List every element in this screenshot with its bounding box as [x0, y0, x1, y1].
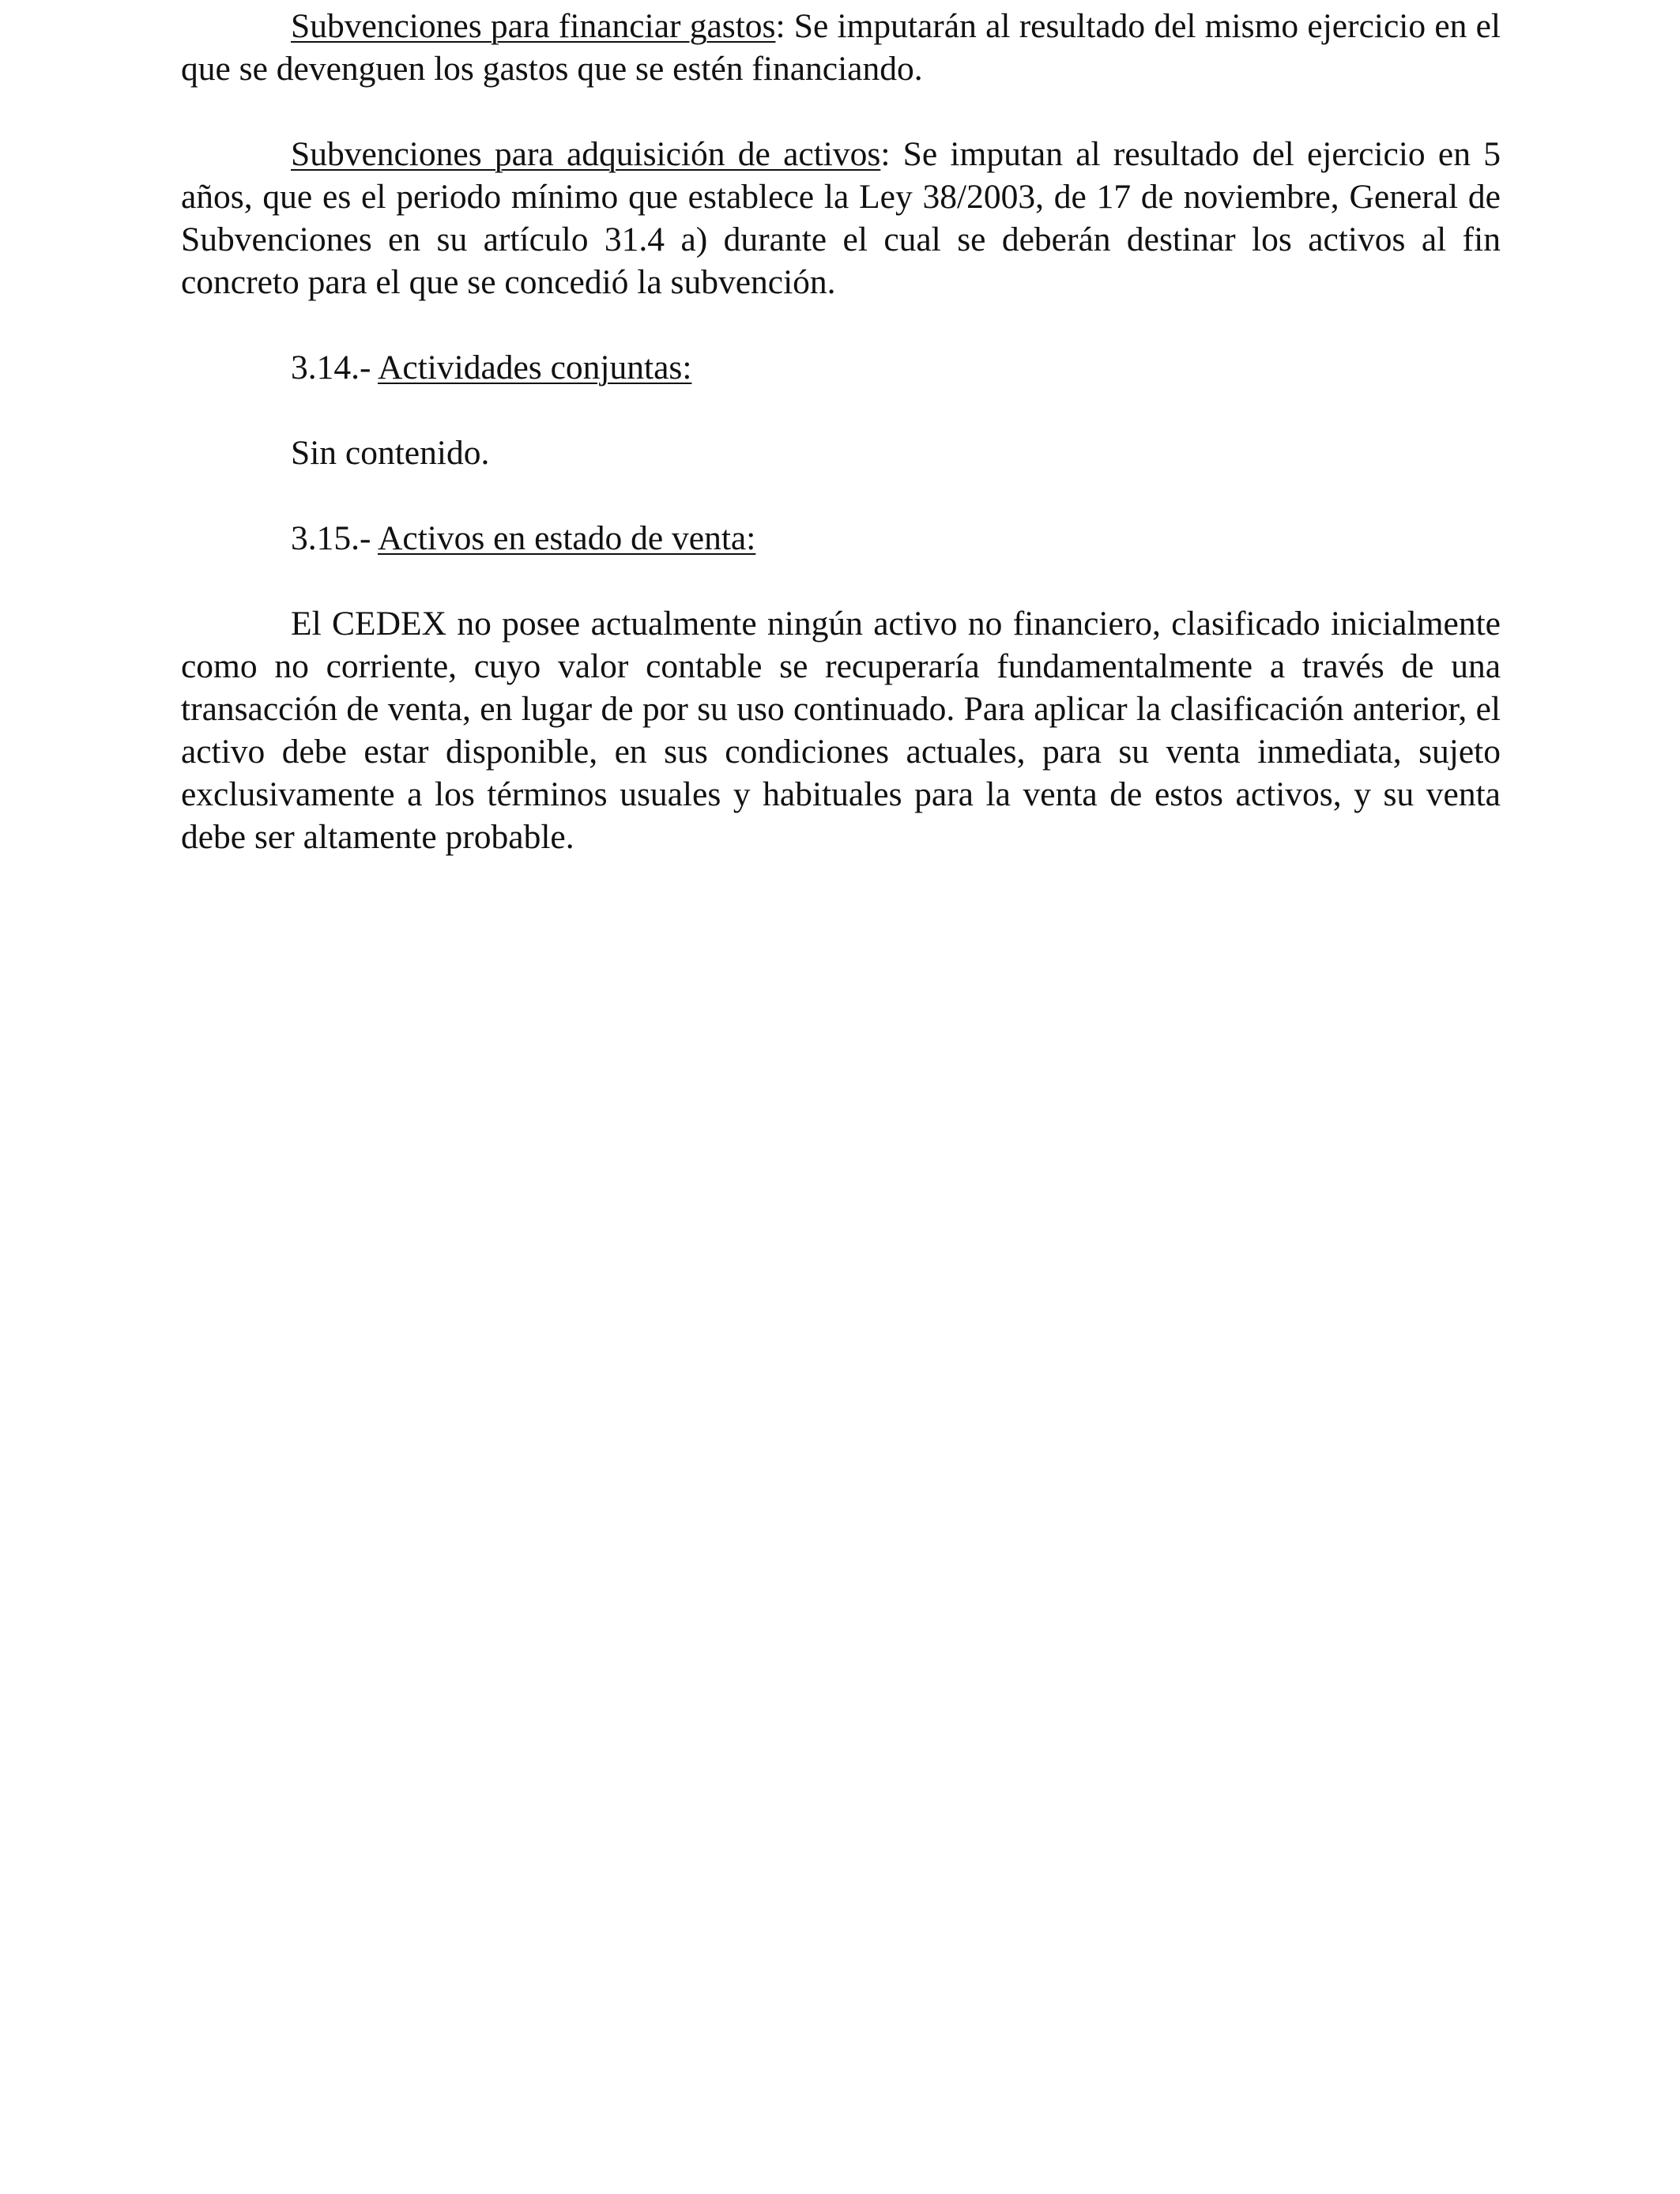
heading-subvenciones-gastos: Subvenciones para financiar gastos [291, 7, 776, 45]
section-title-3-14: Actividades conjuntas: [377, 349, 692, 386]
paragraph-subvenciones-activos [181, 133, 1501, 303]
paragraph-sin-contenido: Sin contenido. [291, 434, 490, 472]
section-heading-3-15 [181, 517, 1501, 560]
paragraph-cedex: El CEDEX no posee actualmente ningún activo no financiero, clasificado inicialmente como no corriente, cuyo valor contable se recuperaría fundamentalmente a través de una transacción de venta, en lugar de por su uso continuado. Para aplicar la clasificación anterior, el activo debe estar disponible, en sus condiciones actuales, para su venta inmediata, sujeto exclusivamente a los términos usuales y habituales para la venta de estos activos, y su venta debe ser altamente probable. [181, 605, 1501, 856]
paragraph-subvenciones-gastos [181, 5, 1501, 90]
heading-subvenciones-activos: Subvenciones para adquisición de activos [291, 135, 881, 173]
section-number-3-15: 3.15.- [291, 519, 378, 557]
section-heading-3-14 [181, 346, 1501, 389]
text-subvenciones-activos: : Se imputan al resultado del ejercicio en 5 años, que es el periodo mínimo que establece la Ley 38/2003, de 17 de noviembre, General de Subvenciones en su artículo 31.4 a) durante el cual se deberán destinar los activos al fin concreto para el que se concedió la subvención. [181, 135, 1501, 301]
section-number-3-14: 3.14.- [291, 349, 378, 386]
section-title-3-15: Activos en estado de venta: [377, 519, 756, 557]
text-subvenciones-gastos: : Se imputarán al resultado del mismo ejercicio en el que se devenguen los gastos que se estén financiando. [181, 7, 1501, 88]
document-body [181, 5, 1501, 901]
